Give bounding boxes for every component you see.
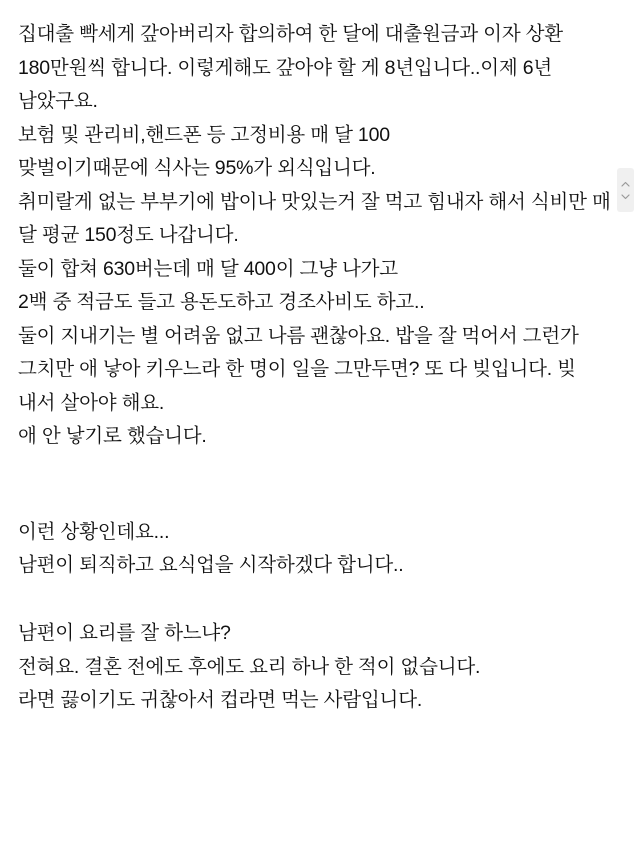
paragraph: 둘이 합쳐 630버는데 매 달 400이 그냥 나가고: [18, 257, 398, 280]
paragraph: 전혀요. 결혼 전에도 후에도 요리 하나 한 적이 없습니다.: [18, 655, 481, 678]
paragraph: 라면 끓이기도 귀찮아서 컵라면 먹는 사람입니다.: [18, 689, 423, 712]
scroll-indicator[interactable]: [617, 168, 634, 212]
paragraph: 맞벌이기때문에 식사는 95%가 외식입니다.: [18, 157, 376, 180]
paragraph: 남편이 요리를 잘 하느냐?: [18, 621, 231, 644]
chevron-up-icon[interactable]: [621, 180, 630, 189]
paragraph: 2백 중 적금도 들고 용돈도하고 경조사비도 하고..: [18, 291, 425, 314]
chevron-down-icon[interactable]: [621, 192, 630, 201]
paragraph: 남편이 퇴직하고 요식업을 시작하겠다 합니다..: [18, 554, 404, 577]
paragraph: 이런 상황인데요...: [18, 520, 170, 543]
paragraph-spacer: [18, 454, 618, 516]
paragraph: 애 안 낳기로 했습니다.: [18, 425, 207, 448]
paragraph: 보험 및 관리비,핸드폰 등 고정비용 매 달 100: [18, 123, 390, 146]
paragraph: 취미랄게 없는 부부기에 밥이나 맛있는거 잘 먹고 힘내자 해서 식비만 매 달 평균 150정도 나갑니다.: [18, 190, 611, 247]
paragraph: 집대출 빡세게 갚아버리자 합의하여 한 달에 대출원금과 이자 상환 180만원씩 합니다. 이렇게해도 갚아야 할 게 8년입니다..이제 6년 남았구요.: [18, 23, 563, 113]
paragraph: 둘이 지내기는 별 어려움 없고 나름 괜찮아요. 밥을 잘 먹어서 그런가 그치만 애 낳아 키우느라 한 명이 일을 그만두면? 또 다 빚입니다. 빚 내서 살아야 해요.: [18, 324, 579, 414]
paragraph-spacer: [18, 583, 618, 617]
